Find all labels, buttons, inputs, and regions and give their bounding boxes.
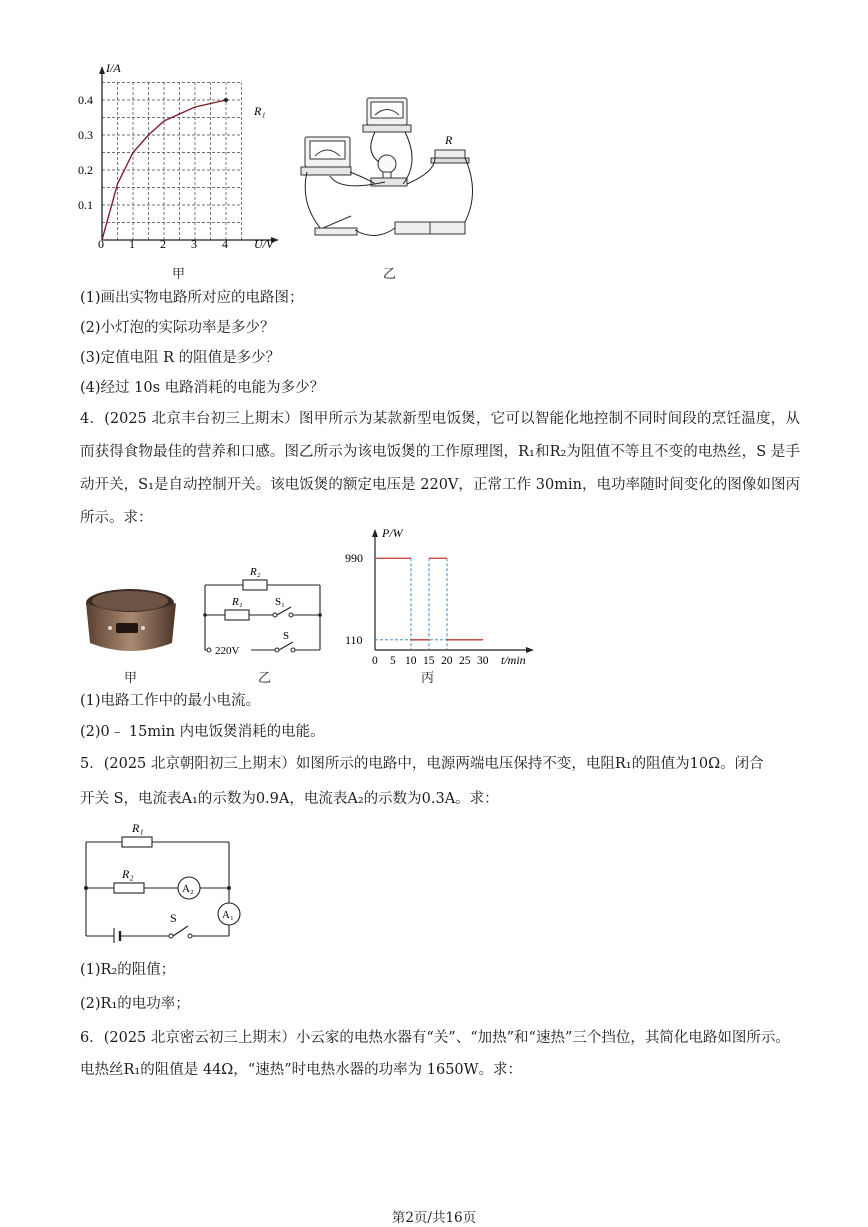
pt-y-arrow xyxy=(372,529,378,537)
q6-text-b: 电热丝R₁的阻值是 44Ω，“速热”时电热水器的功率为 1650W。求： xyxy=(80,1062,523,1078)
q3-part-2: (2)小灯泡的实际功率是多少？ xyxy=(80,320,275,336)
iu-x-tick-label: 4 xyxy=(222,237,228,251)
q5-text-b: 开关 S，电流表A₁的示数为0.9A，电流表A₂的示数为0.3A。求： xyxy=(80,791,499,807)
pt-x-arrow xyxy=(526,647,534,653)
iu-x-axis-label: U/V xyxy=(254,237,274,251)
pt-x-tick-label: 10 xyxy=(405,655,417,667)
iu-y-tick-label: 0.2 xyxy=(78,163,93,177)
pt-x-tick-label: 30 xyxy=(477,655,489,667)
q5-r2-label: R₂ xyxy=(122,867,134,881)
fig-jia-top-caption: 甲 xyxy=(172,267,186,282)
q3-part-3: (3)定值电阻 R 的阻值是多少？ xyxy=(80,350,281,366)
iu-y-axis-label: I/A xyxy=(106,61,121,75)
q4-part-1: (1)电路工作中的最小电流。 xyxy=(80,693,261,709)
q4-fig-yi-caption: 乙 xyxy=(258,671,272,686)
iu-y-tick-label: 0.3 xyxy=(78,128,93,142)
q4-text-a: 4．(2025 北京丰台初三上期末）图甲所示为某款新型电饭煲，它可以智能化地控制不同时间段的烹饪温度，从而获得食物最佳的营养和口感。图乙所示为该电饭煲的工作原理图， xyxy=(80,411,800,460)
q4-text-b: R₁和R₂为阻值不等且不变的电热丝，S 是手动开关，S₁是自动控制开关。该电饭煲的额定电压是 220V，正常工作 30min，电功率随时间变化的图像如图丙所示。求： xyxy=(80,444,800,526)
power-time-chart xyxy=(340,525,540,670)
fig-yi-top-caption: 乙 xyxy=(383,267,397,282)
rc-s1-label: S₁ xyxy=(275,596,285,608)
rc-voltage-label: 220V xyxy=(215,645,240,657)
iu-x-tick-label: 0 xyxy=(98,237,104,251)
pt-x-tick-label: 20 xyxy=(441,655,453,667)
iu-y-tick-label: 0.1 xyxy=(78,198,93,212)
iu-y-arrow xyxy=(99,66,105,74)
meter-left xyxy=(301,137,351,175)
battery xyxy=(395,222,465,234)
physical-circuit xyxy=(295,92,485,247)
pt-x-axis-label: t/min xyxy=(501,653,526,667)
iu-curve-label: R₁ xyxy=(254,104,266,118)
iu-y-tick-label: 0.4 xyxy=(78,93,93,107)
q4-fig-jia-caption: 甲 xyxy=(124,671,138,686)
q4-text xyxy=(80,403,800,535)
pt-x-tick-label: 15 xyxy=(423,655,435,667)
pt-y-axis-label: P/W xyxy=(382,526,403,540)
iu-x-tick-label: 3 xyxy=(191,237,197,251)
q6-text-a: 6．(2025 北京密云初三上期末）小云家的电热水器有“关”、“加热”和“速热”三个挡位，其简化电路如图所示。 xyxy=(80,1030,790,1046)
rc-r2-label: R₂ xyxy=(250,566,261,578)
iu-x-tick-label: 2 xyxy=(160,237,166,251)
rc-s-label: S xyxy=(283,630,290,642)
q5-a1-label: A₁ xyxy=(222,909,234,921)
resistor-r xyxy=(431,150,469,163)
pt-x-tick-label: 25 xyxy=(459,655,471,667)
pt-y-tick-label: 110 xyxy=(345,632,363,647)
pt-y-tick-label: 990 xyxy=(345,551,363,566)
q5-part-2: (2)R₁的电功率； xyxy=(80,996,190,1012)
iu-data-point xyxy=(224,98,228,102)
meter-top xyxy=(363,98,411,132)
page-footer: 第2页/共16页 xyxy=(391,1210,477,1226)
q5-s-label: S xyxy=(170,911,177,925)
q5-r1-label: R₁ xyxy=(132,821,144,835)
q3-part-1: (1)画出实物电路所对应的电路图； xyxy=(80,290,304,306)
rc-r1-label: R₁ xyxy=(232,596,243,608)
resistor-r-label: R xyxy=(445,133,453,147)
pt-x-tick-label: 0 xyxy=(372,655,378,667)
rice-cooker-circuit xyxy=(195,560,335,660)
q5-text-a: 5．(2025 北京朝阳初三上期末）如图所示的电路中，电源两端电压保持不变，电阻R₁的阻值为10Ω。闭合 xyxy=(80,756,764,772)
iu-grid xyxy=(102,83,242,241)
q4-fig-bing-caption: 丙 xyxy=(421,671,435,686)
iu-x-tick-label: 1 xyxy=(129,237,135,251)
q3-part-4: (4)经过 10s 电路消耗的电能为多少？ xyxy=(80,380,325,396)
pt-x-tick-label: 5 xyxy=(390,655,396,667)
rice-cooker-image xyxy=(80,585,185,660)
iu-graph xyxy=(70,60,290,260)
q5-part-1: (1)R₂的阻值； xyxy=(80,962,176,978)
switch xyxy=(315,216,357,235)
q5-a2-label: A₂ xyxy=(182,883,194,895)
q5-circuit xyxy=(78,818,248,943)
q4-part-2: (2)0﹣ 15min 内电饭煲消耗的电能。 xyxy=(80,724,325,740)
